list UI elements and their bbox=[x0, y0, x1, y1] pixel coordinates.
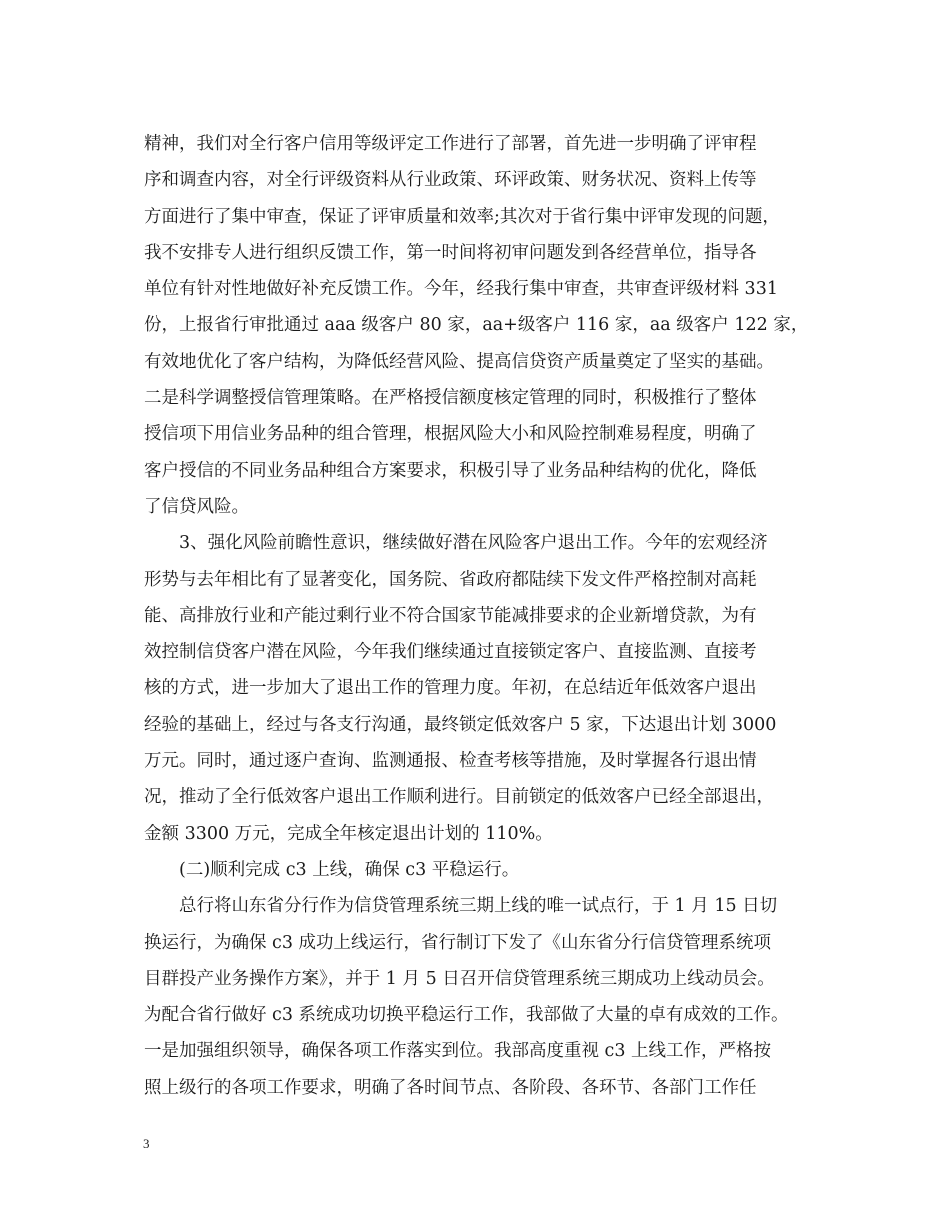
text-line: 我不安排专人进行组织反馈工作，第一时间将初审问题发到各经营单位，指导各 bbox=[144, 242, 757, 263]
text-line: 单位有针对性地做好补充反馈工作。今年，经我行集中审查，共审查评级材料 331 bbox=[144, 279, 778, 300]
text-line: 经验的基础上，经过与各支行沟通，最终锁定低效客户 5 家，下达退出计划 3000 bbox=[144, 714, 777, 735]
text-line: 形势与去年相比有了显著变化，国务院、省政府都陆续下发文件严格控制对高耗 bbox=[144, 569, 757, 590]
text-line: 3、强化风险前瞻性意识，继续做好潜在风险客户退出工作。今年的宏观经济 bbox=[144, 533, 768, 554]
text-line: 份，上报省行审批通过 aaa 级客户 80 家，aa+级客户 116 家，aa 级客户 122 家， bbox=[144, 315, 809, 336]
text-line: 总行将山东省分行作为信贷管理系统三期上线的唯一试点行，于 1 月 15 日切 bbox=[144, 896, 778, 917]
text-line: 精神，我们对全行客户信用等级评定工作进行了部署，首先进一步明确了评审程 bbox=[144, 134, 757, 154]
text-line: 一是加强组织领导，确保各项工作落实到位。我部高度重视 c3 上线工作，严格按 bbox=[144, 1041, 772, 1062]
text-line: 客户授信的不同业务品种组合方案要求，积极引导了业务品种结构的优化，降低 bbox=[144, 460, 757, 481]
text-line: 核的方式，进一步加大了退出工作的管理力度。年初，在总结近年低效客户退出 bbox=[144, 678, 757, 699]
text-line: 为配合省行做好 c3 系统成功切换平稳运行工作，我部做了大量的卓有成效的工作。 bbox=[144, 1005, 789, 1026]
text-line: 二是科学调整授信管理策略。在严格授信额度核定管理的同时，积极推行了整体 bbox=[144, 388, 757, 409]
text-line: 了信贷风险。 bbox=[144, 496, 249, 517]
text-line: 金额 3300 万元，完成全年核定退出计划的 110%。 bbox=[144, 823, 553, 844]
text-line: 授信项下用信业务品种的组合管理，根据风险大小和风险控制难易程度，明确了 bbox=[144, 424, 757, 445]
text-line: 方面进行了集中审查，保证了评审质量和效率;其次对于省行集中评审发现的问题， bbox=[144, 206, 780, 227]
text-line: 序和调查内容，对全行评级资料从行业政策、环评政策、财务状况、资料上传等 bbox=[144, 170, 757, 191]
body-text bbox=[144, 126, 824, 1106]
text-line: 万元。同时，通过逐户查询、监测通报、检查考核等措施，及时掌握各行退出情 bbox=[144, 751, 757, 772]
text-line: (二)顺利完成 c3 上线，确保 c3 平稳运行。 bbox=[144, 859, 520, 880]
text-line: 能、高排放行业和产能过剩行业不符合国家节能减排要求的企业新增贷款，为有 bbox=[144, 605, 757, 626]
text-line: 目群投产业务操作方案》，并于 1 月 5 日召开信贷管理系统三期成功上线动员会。 bbox=[144, 968, 775, 989]
text-line: 有效地优化了客户结构，为降低经营风险、提高信贷资产质量奠定了坚实的基础。 bbox=[144, 351, 774, 372]
text-line: 换运行，为确保 c3 成功上线运行，省行制订下发了《山东省分行信贷管理系统项 bbox=[144, 932, 772, 953]
text-line: 照上级行的各项工作要求，明确了各时间节点、各阶段、各环节、各部门工作任 bbox=[144, 1077, 757, 1098]
text-line: 况，推动了全行低效客户退出工作顺利进行。目前锁定的低效客户已经全部退出， bbox=[144, 787, 774, 808]
text-line: 效控制信贷客户潜在风险，今年我们继续通过直接锁定客户、直接监测、直接考 bbox=[144, 642, 757, 663]
page-number: 3 bbox=[143, 1136, 150, 1151]
